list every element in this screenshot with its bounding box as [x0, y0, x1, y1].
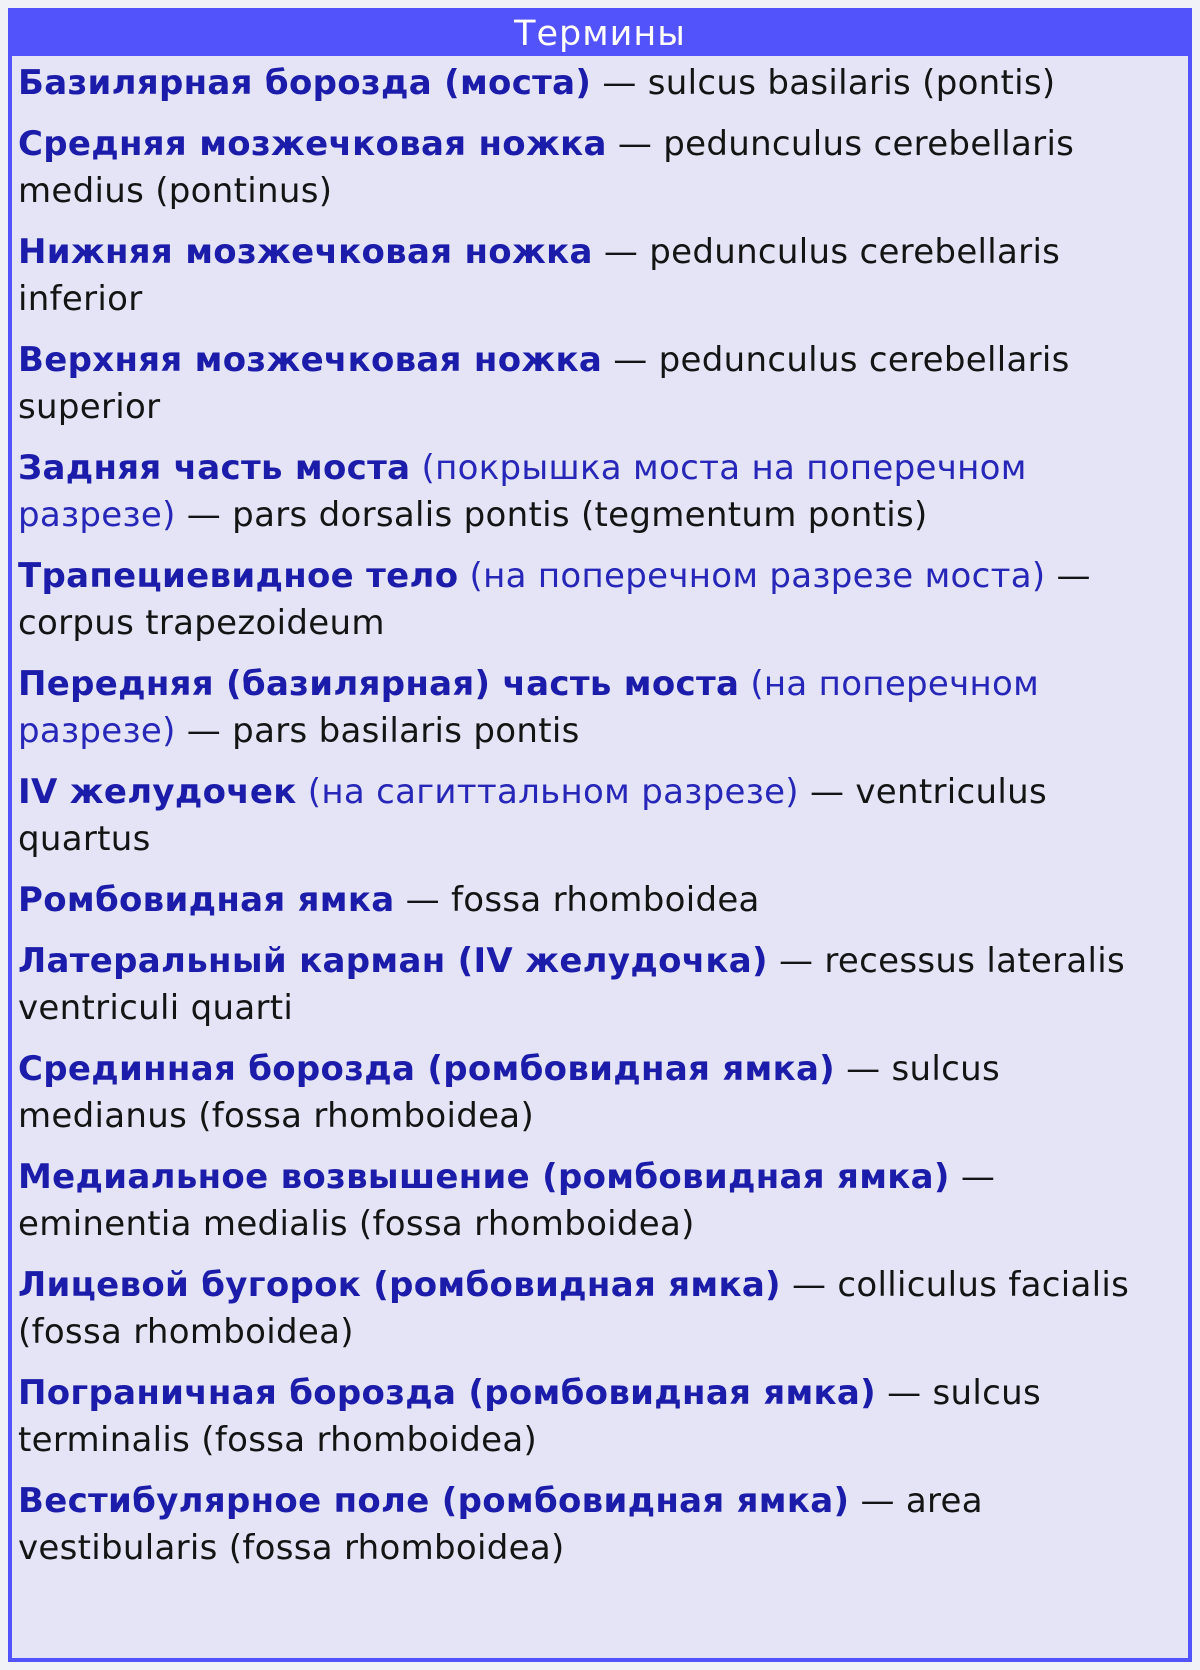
- term-note: (покрышка моста на поперечном разрезе): [18, 448, 1027, 535]
- term-latin: — pars dorsalis pontis (tegmentum pontis): [175, 495, 928, 535]
- term-item: [18, 769, 1180, 863]
- term-item: [18, 877, 1180, 924]
- term-russian: Передняя (базилярная) часть моста: [18, 664, 740, 704]
- term-latin: — eminentia medialis (fossa rhomboidea): [18, 1157, 996, 1244]
- term-latin: — sulcus medianus (fossa rhomboidea): [18, 1049, 1001, 1136]
- term-russian: IV желудочек: [18, 772, 297, 812]
- term-note: (на поперечном разрезе): [18, 664, 1040, 751]
- term-item: [18, 1262, 1180, 1356]
- term-item: [18, 661, 1180, 755]
- term-item: [18, 938, 1180, 1032]
- term-russian: Вестибулярное поле (ромбовидная ямка): [18, 1481, 850, 1521]
- term-russian: Нижняя мозжечковая ножка: [18, 232, 593, 272]
- term-latin: — ventriculus quartus: [18, 772, 1047, 859]
- term-item: [18, 553, 1180, 647]
- term-item: [18, 445, 1180, 539]
- term-note: (на поперечном разрезе моста): [458, 556, 1046, 596]
- card-header: [12, 12, 1188, 56]
- term-latin: — colliculus facialis (fossa rhomboidea): [18, 1265, 1130, 1352]
- terms-card: [8, 8, 1192, 1662]
- terms-list: [12, 56, 1188, 1572]
- term-russian: Задняя часть моста: [18, 448, 411, 488]
- term-latin: — pedunculus cerebellaris inferior: [18, 232, 1061, 319]
- term-latin: — pedunculus cerebellaris superior: [18, 340, 1070, 427]
- term-latin: — fossa rhomboidea: [394, 880, 760, 920]
- term-latin: — sulcus terminalis (fossa rhomboidea): [18, 1373, 1041, 1460]
- term-russian: Срединная борозда (ромбовидная ямка): [18, 1049, 836, 1089]
- term-item: [18, 1478, 1180, 1572]
- term-latin: — pedunculus cerebellaris medius (pontinus): [18, 124, 1075, 211]
- term-russian: Ромбовидная ямка: [18, 880, 395, 920]
- header-title: Термины: [514, 14, 686, 54]
- term-item: [18, 60, 1180, 107]
- term-item: [18, 1370, 1180, 1464]
- term-item: [18, 1154, 1180, 1248]
- term-russian: Базилярная борозда (моста): [18, 63, 592, 103]
- term-latin: — pars basilaris pontis: [175, 711, 580, 751]
- term-russian: Лицевой бугорок (ромбовидная ямка): [18, 1265, 781, 1305]
- term-russian: Верхняя мозжечковая ножка: [18, 340, 603, 380]
- term-russian: Пограничная борозда (ромбовидная ямка): [18, 1373, 877, 1413]
- term-russian: Трапециевидное тело: [18, 556, 459, 596]
- term-latin: — area vestibularis (fossa rhomboidea): [18, 1481, 983, 1568]
- term-latin: — corpus trapezoideum: [18, 556, 1091, 643]
- term-russian: Медиальное возвышение (ромбовидная ямка): [18, 1157, 950, 1197]
- term-latin: — recessus lateralis ventriculi quarti: [18, 941, 1125, 1028]
- term-item: [18, 1046, 1180, 1140]
- term-item: [18, 229, 1180, 323]
- term-note: (на сагиттальном разрезе): [296, 772, 799, 812]
- term-latin: — sulcus basilaris (pontis): [591, 63, 1056, 103]
- term-item: [18, 121, 1180, 215]
- term-russian: Средняя мозжечковая ножка: [18, 124, 607, 164]
- term-russian: Латеральный карман (IV желудочка): [18, 941, 768, 981]
- term-item: [18, 337, 1180, 431]
